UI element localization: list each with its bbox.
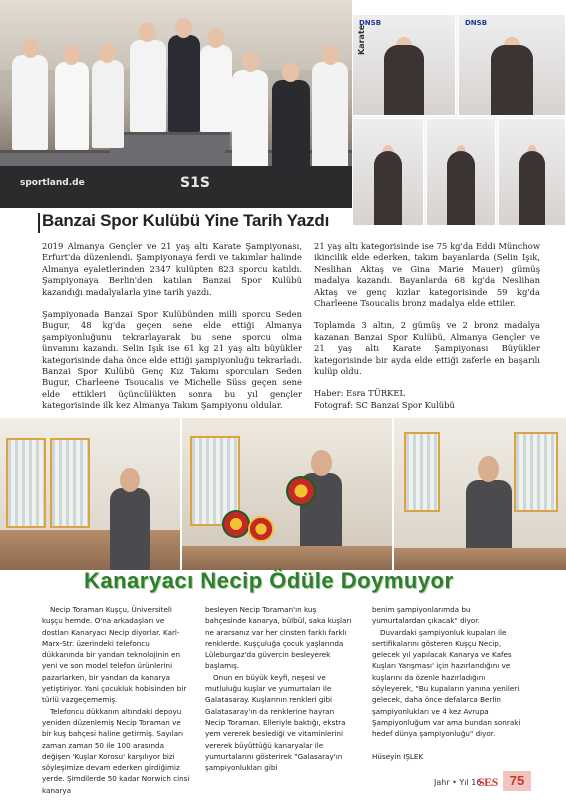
athlete: [232, 70, 268, 180]
man-head: [478, 456, 499, 482]
bird-cage: [404, 432, 440, 512]
article2-author: Hüseyin IŞLEK: [372, 751, 424, 761]
article2-title: Kanaryacı Necip Ödüle Doymuyor: [84, 568, 454, 593]
sponsor-banner-left: sportland.de: [20, 178, 85, 188]
article2-paragraph: benim şampiyonlarımda bu yumurtalardan çıkacak" diyor.: [372, 605, 480, 626]
athlete: [272, 80, 310, 180]
article1-paragraph: Şampiyonada Banzai Spor Kulübünden milli sporcu Seden Bugur, 48 kg'da geçen sene elde ettiği Almanya şampiyonluğunu tekrarlayarak bu sene sporcu olma ünvanını kazandı. Selin Işık ise 61 kg 21 yaş altı büyükler kategorisinde daha önce elde ettiği şampiyonluğu tekrarladı. Banzai Spor Kulübü Genç Kız Takımı sporcuları Seden Bugur, Charleene Tsoucalis ve Michelle Süss geçen sene elde ettikleri üçüncülükten sonra bu yıl gençler kategorisinde ilk kez Almanya Takım Şampiyonu oldular.: [42, 309, 302, 411]
shop-photo-2: [182, 418, 392, 570]
footer-year-label: Jahr • Yıl 16: [434, 778, 482, 787]
shop-floor: [0, 530, 180, 570]
athlete: [55, 62, 89, 150]
podium-step-center: [110, 132, 230, 170]
article2-paragraph: besleyen Necip Toraman'ın kuş bahçesinde kanarya, bülbül, saka kuşları ne ararsanız var her cinsten farklı farklı renklerde. Kuşçuluğa çocuk yaşlarında Lüleburgaz'da güvercin besleyerek başlamış.: [205, 605, 352, 671]
award-rosette: [248, 516, 274, 542]
athlete-head: [242, 52, 259, 72]
karate-podium-photo: [0, 0, 352, 208]
bird-cage: [6, 438, 46, 528]
athlete-head: [207, 28, 224, 48]
collage-side-text: Karate: [357, 24, 366, 55]
man-figure: [110, 488, 150, 570]
article2-paragraph: Duvardaki şampiyonluk kupaları ile sertifikalarını gösteren Kuşçu Necip, gelecek yıl yapılacak Kanarya ve Kafes Kuşları Yarışması' için hazırlandığını ve kuşlarını da özenle hazırladığını söyleyerek, "Bu kupaların yanına yenileri gelecek, daha önce defalarca Berlin şampiyonlukları ve 4 kez Avrupa Şampiyonluğum var ama bundan sonraki hedef dünya şampiyonluğu" diyor.: [372, 627, 521, 739]
photo-credit: Fotograf: SC Banzai Spor Kulübü: [314, 399, 455, 410]
bird-cage: [514, 432, 558, 512]
footer-logo: SES: [478, 775, 498, 789]
collage-tile: [352, 118, 424, 226]
award-rosette: [286, 476, 316, 506]
athlete: [312, 62, 348, 172]
athlete-head: [175, 18, 192, 38]
collage-tile: [426, 118, 496, 226]
article1-paragraph: 2019 Almanya Gençler ve 21 yaş altı Karate Şampiyonası, Erfurt'da düzenlendi. Şampiyonaya ferdi ve takımlar halinde Almanya eyaletlerinden 2347 kulüpten 823 sporcu katıldı. Şampiyonaya Berlin'den katılan Banzai Spor Kulübü kazandığı madalyalarla yine tarih yazdı.: [42, 241, 302, 297]
title-accent-bar: [38, 213, 40, 233]
shop-floor: [182, 546, 392, 570]
collage-tile: [352, 14, 456, 116]
article1-column-2: [314, 241, 540, 411]
athlete: [92, 60, 124, 148]
article2-paragraph: Necip Toraman Kuşçu, Üniversiteli kuşçu hemde. O'na arkadaşları ve dostları Kanaryacı Necip diyorlar. Karl-Marx-Str. üzerindeki telefoncu dükkanında bir yandan teknolojinin en yeni ve son model telefon ürünlerini pazarlarken, bir yandan da kanarya yetiştiriyor. Yani çocukluk hobisinden bir türlü vazgeçememiş.: [42, 605, 187, 705]
article2-paragraph: Onun en büyük keyfi, neşesi ve mutluluğu kuşlar ve yumurtaları ile Galatasaray. Kuşlarının renkleri gibi Galatasaray'ın da renklerine hayran Necip Toraman. Elleriyle baktığı, ekstra yem vererek beslediği ve vitaminlerini vererek büyüttüğü kanaryalar ile yumurtalarını gösterirek "Galasaray'ın şampiyonlukları gibi: [205, 672, 346, 773]
athlete: [200, 45, 232, 132]
article1-paragraph: 21 yaş altı kategorisinde ise 75 kg'da Eddi Münchow ikincilik elde ederken, takım bayanlarda (Selin Işık, Neslihan Aktaş ve Gina Marie Mauer) gümüş madalya kazandı. Bayanlarda 68 kg'da Neslihan Aktaş ve genç kızlar kategorisinde 59 kg'da Charleene Tsoucalis bronz madalya elde ettiler.: [314, 241, 540, 309]
athlete-head: [322, 45, 339, 65]
shop-floor: [394, 548, 566, 570]
news-credit: Haber: Esra TÜRKEL: [314, 388, 406, 399]
award-rosette: [222, 510, 250, 538]
medalists-collage: [352, 14, 566, 226]
shop-photo-3: [394, 418, 566, 570]
article1-column-1: [42, 241, 302, 412]
page-number: 75: [503, 771, 531, 791]
athlete-head: [282, 62, 299, 82]
sponsor-banner: [0, 166, 352, 208]
man-head: [120, 468, 140, 492]
bird-cage: [50, 438, 90, 528]
article2-column-2: [205, 604, 353, 773]
athlete-head: [63, 45, 80, 65]
collage-tile: [458, 14, 566, 116]
athlete: [12, 55, 48, 150]
shop-photo-1: [0, 418, 180, 570]
collage-tile-logo: DNSB: [359, 19, 382, 27]
sponsor-banner-mid: S1S: [180, 175, 210, 191]
collage-tile: [498, 118, 566, 226]
article1-paragraph: Toplamda 3 altın, 2 gümüş ve 2 bronz madalya kazanan Banzai Spor Kulübü, Almanya Gençler ve 21 yaş altı Karate Şampiyonası Büyükler kategorisinde bir ayda elde ettiği zaferle en başarılı kulüp oldu.: [314, 320, 540, 377]
man-head: [311, 450, 332, 476]
article1-title: Banzai Spor Kulübü Yine Tarih Yazdı: [42, 211, 330, 230]
athlete-head: [139, 22, 156, 42]
athlete: [130, 40, 166, 132]
article2-column-3: [372, 604, 526, 762]
article2-paragraph: Telefoncu dükkanın altındaki depoyu yeniden düzenlemiş Necip Toraman ve bir kuş bahçesi haline getirmiş. Sayıları zaman zaman 50 ile 100 arasında değişen 'Kuşlar Korosu' karşılıyor bizi söyleşimize devam ederken girdiğimiz yerde. Şimdilerde 50 kadar Norwich cinsi kanarya: [42, 706, 190, 795]
collage-tile-logo: DNSB: [465, 19, 488, 27]
athlete-head: [99, 43, 116, 63]
athlete: [168, 35, 200, 132]
article2-column-1: [42, 604, 192, 796]
athlete-head: [22, 38, 39, 58]
